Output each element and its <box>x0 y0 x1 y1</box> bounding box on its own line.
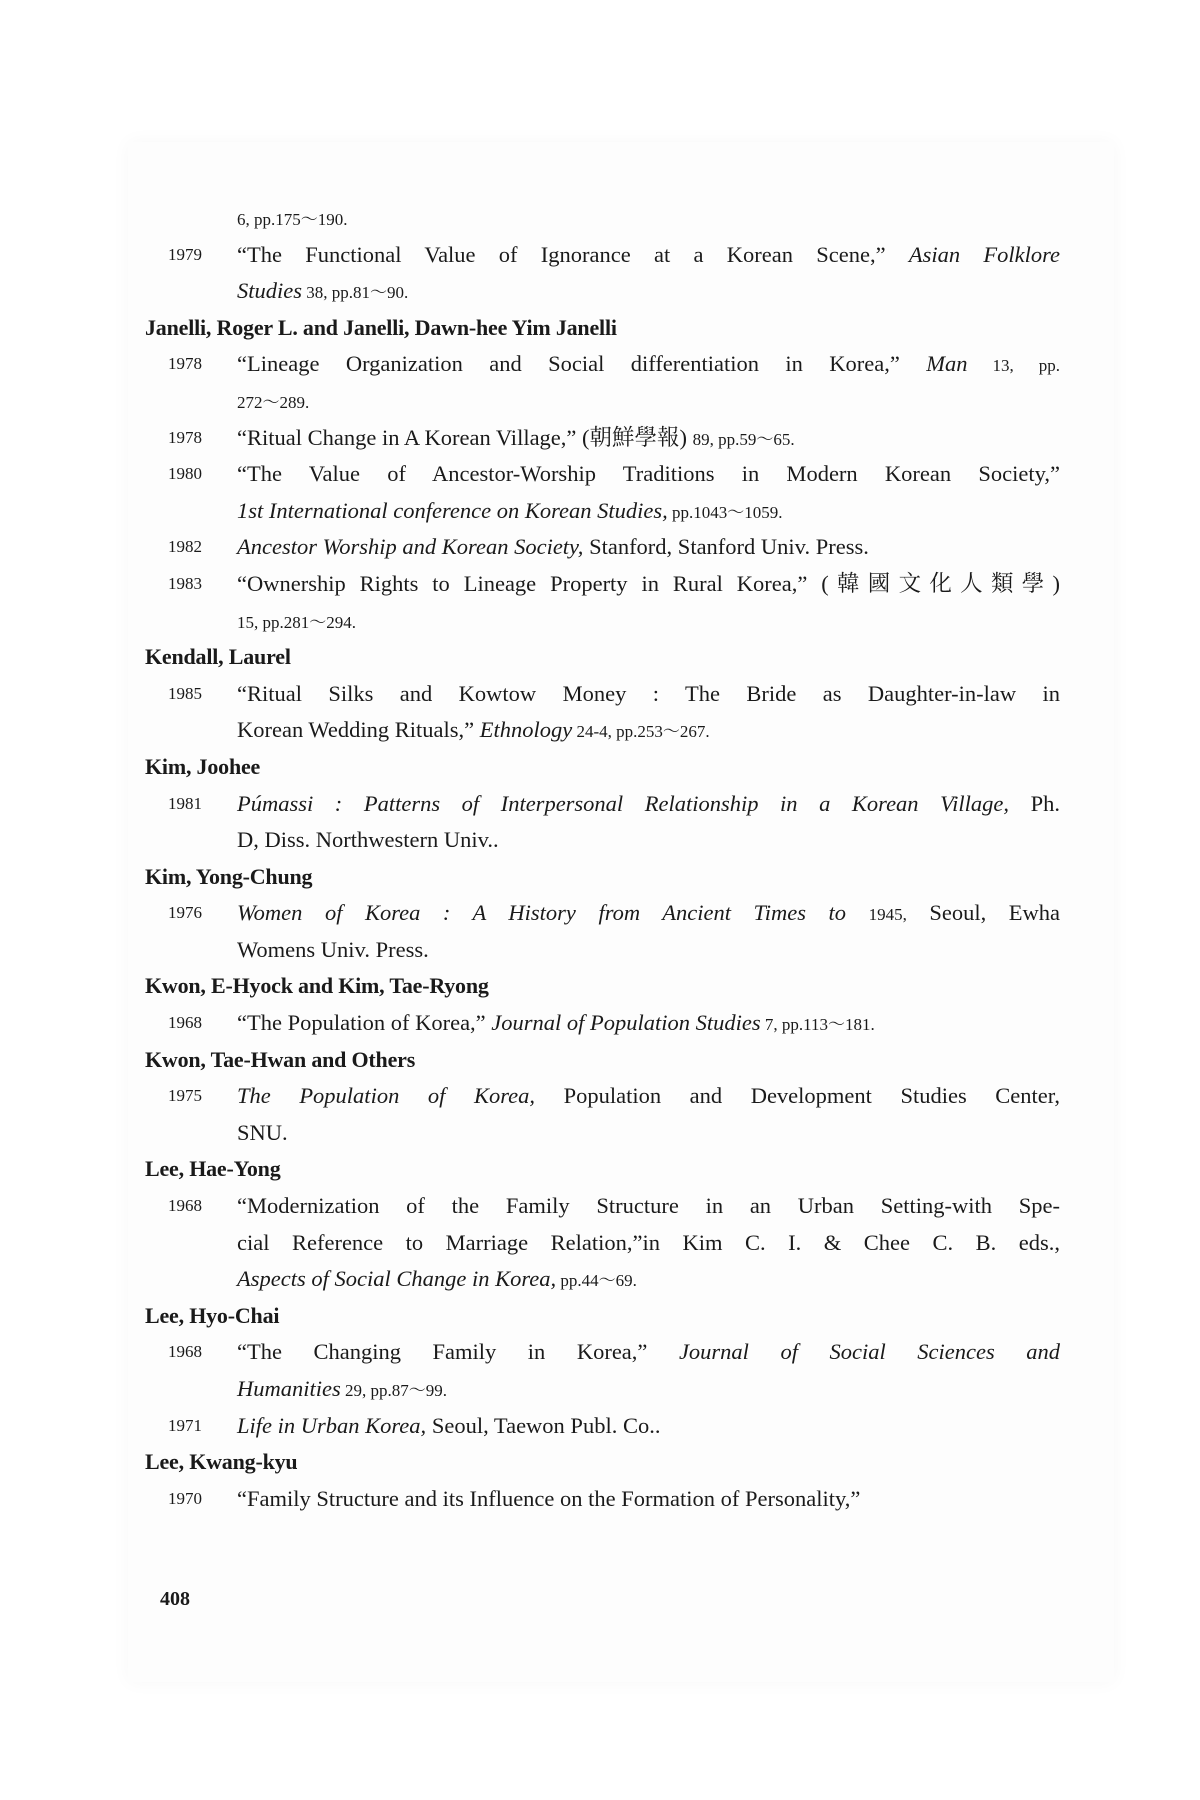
citation-segment: pp.1043～1059. <box>667 502 783 522</box>
bibliography-list <box>145 200 1060 1517</box>
publication-year: 1968 <box>168 1196 202 1216</box>
citation-segment: pp.44～69. <box>556 1271 637 1291</box>
reference-entry <box>145 1078 1060 1115</box>
citation-segment: Population and Development Studies Center, <box>535 1083 1060 1109</box>
reference-continuation <box>145 932 1060 969</box>
citation-text <box>237 1225 1060 1262</box>
citation-segment: 89, pp.59～65. <box>692 429 795 449</box>
citation-segment: 29, pp.87～99. <box>340 1381 447 1400</box>
citation-segment: 6, pp.175～190. <box>237 210 348 229</box>
citation-segment: “Lineage Organization and Social differentiation in Korea,” <box>237 351 927 377</box>
citation-segment: 1945, <box>868 905 907 925</box>
reference-continuation <box>145 822 1060 859</box>
citation-segment: Womens Univ. Press. <box>237 936 429 962</box>
reference-entry <box>145 237 1060 274</box>
publication-year: 1982 <box>168 537 202 557</box>
italic-title: Man <box>926 351 968 377</box>
reference-entry <box>145 456 1060 493</box>
reference-entry <box>145 1408 1060 1445</box>
publication-year: 1968 <box>168 1013 202 1033</box>
publication-year: 1980 <box>168 464 202 484</box>
citation-text <box>237 1481 1060 1518</box>
citation-text <box>237 1408 1060 1445</box>
citation-segment: Seoul, Taewon Publ. Co.. <box>426 1412 661 1438</box>
italic-title: Life in Urban Korea, <box>237 1412 427 1438</box>
citation-segment: 24-4, pp.253～267. <box>572 722 710 742</box>
author-heading: Kwon, E-Hyock and Kim, Tae-Ryong <box>145 973 489 999</box>
citation-segment: “The Value of Ancestor-Worship Traditions in Modern Korean Society,” <box>237 461 1060 487</box>
reference-continuation <box>145 493 1060 530</box>
citation-segment: Stanford, Stanford Univ. Press. <box>583 534 869 560</box>
citation-text <box>237 237 1060 274</box>
author-heading: Lee, Hae-Yong <box>145 1156 281 1182</box>
citation-segment: 38, pp.81～90. <box>302 283 409 303</box>
citation-text <box>237 383 1060 422</box>
reference-entry <box>145 895 1060 932</box>
citation-text <box>237 895 1060 934</box>
citation-text <box>237 529 1060 566</box>
citation-text <box>237 1078 1060 1115</box>
citation-text <box>237 822 1060 859</box>
reference-continuation <box>145 1261 1060 1298</box>
italic-title: The Population of Korea, <box>237 1083 535 1109</box>
citation-segment: “The Functional Value of Ignorance at a Korean Scene,” <box>237 241 909 267</box>
reference-continuation <box>145 603 1060 640</box>
author-heading: Kendall, Laurel <box>145 644 291 670</box>
italic-title: Aspects of Social Change in Korea, <box>237 1266 557 1292</box>
author-heading: Janelli, Roger L. and Janelli, Dawn-hee Yim Janelli <box>145 314 617 340</box>
citation-segment: “Ritual Change in A Korean Village,” (朝鮮學報) <box>237 424 693 450</box>
author-heading: Kim, Joohee <box>145 753 261 779</box>
author-heading: Lee, Hyo-Chai <box>145 1302 280 1328</box>
reference-continuation <box>145 1115 1060 1152</box>
publication-year: 1976 <box>168 903 202 923</box>
reference-entry <box>145 1481 1060 1518</box>
author-heading: Kim, Yong-Chung <box>145 863 313 889</box>
italic-title: Púmassi : Patterns of Interpersonal Relationship in a Korean Village, <box>237 790 1010 816</box>
italic-title: Journal of Population Studies <box>491 1010 761 1036</box>
citation-text <box>237 346 1060 385</box>
citation-text <box>237 1371 1060 1410</box>
citation-text <box>237 493 1060 532</box>
citation-segment: 7, pp.113～181. <box>760 1015 875 1035</box>
author-heading: Kwon, Tae-Hwan and Others <box>145 1046 416 1072</box>
citation-text <box>237 1261 1060 1300</box>
citation-text <box>237 1334 1060 1371</box>
publication-year: 1983 <box>168 573 202 593</box>
citation-segment: cial Reference to Marriage Relation,”in Kim C. I. & Chee C. B. eds., <box>237 1229 1060 1255</box>
italic-title: Women of Korea : A History from Ancient Times to <box>237 900 869 926</box>
reference-entry <box>145 566 1060 603</box>
citation-text <box>237 200 1060 239</box>
citation-segment: Seoul, Ewha <box>906 900 1060 926</box>
italic-title: Humanities <box>237 1376 341 1401</box>
reference-continuation <box>145 712 1060 749</box>
reference-continuation <box>145 383 1060 420</box>
citation-segment: SNU. <box>237 1119 288 1145</box>
citation-text <box>237 1115 1060 1152</box>
citation-segment: “The Changing Family in Korea,” <box>237 1339 679 1365</box>
reference-entry <box>145 786 1060 823</box>
publication-year: 1978 <box>168 354 202 374</box>
italic-title: Ethnology <box>479 717 573 743</box>
citation-text <box>237 603 1060 642</box>
reference-continuation <box>145 1225 1060 1262</box>
citation-text <box>237 1188 1060 1225</box>
citation-text <box>237 273 1060 312</box>
reference-entry <box>145 346 1060 383</box>
citation-segment: “Modernization of the Family Structure in an Urban Setting-with Spe- <box>237 1193 1060 1219</box>
reference-entry <box>145 529 1060 566</box>
citation-segment: “Ritual Silks and Kowtow Money : The Bride as Daughter-in-law in <box>237 680 1060 706</box>
italic-title: Journal of Social Sciences and <box>678 1339 1060 1365</box>
citation-segment: D, Diss. Northwestern Univ.. <box>237 827 499 853</box>
citation-text <box>237 566 1060 603</box>
reference-continuation <box>145 273 1060 310</box>
reference-entry <box>145 1188 1060 1225</box>
citation-text <box>237 420 1060 459</box>
publication-year: 1981 <box>168 793 202 813</box>
reference-entry <box>145 676 1060 713</box>
publication-year: 1979 <box>168 244 202 264</box>
publication-year: 1970 <box>168 1488 202 1508</box>
citation-text <box>237 712 1060 751</box>
publication-year: 1971 <box>168 1415 202 1435</box>
reference-entry <box>145 1005 1060 1042</box>
citation-segment: “Ownership Rights to Lineage Property in Rural Korea,” (韓國文化人類學) <box>237 570 1060 596</box>
citation-segment: 272～289. <box>237 392 310 412</box>
citation-text <box>237 786 1060 823</box>
citation-text <box>237 456 1060 493</box>
publication-year: 1978 <box>168 427 202 447</box>
citation-segment: 13, pp. <box>967 356 1060 376</box>
citation-text <box>237 932 1060 969</box>
italic-title: 1st International conference on Korean Studies, <box>237 497 668 523</box>
page-number: 408 <box>160 1588 190 1610</box>
publication-year: 1985 <box>168 683 202 703</box>
citation-segment: 15, pp.281～294. <box>237 612 356 632</box>
italic-title: Studies <box>237 278 302 304</box>
italic-title: Ancestor Worship and Korean Society, <box>237 534 584 560</box>
reference-continuation <box>145 200 1060 237</box>
citation-text <box>237 1005 1060 1044</box>
citation-text <box>237 676 1060 713</box>
reference-entry <box>145 420 1060 457</box>
publication-year: 1975 <box>168 1086 202 1106</box>
publication-year: 1968 <box>168 1342 202 1362</box>
citation-segment: Korean Wedding Rituals,” <box>237 717 480 743</box>
citation-segment: “The Population of Korea,” <box>237 1010 492 1036</box>
reference-continuation <box>145 1371 1060 1408</box>
italic-title: Asian Folklore <box>908 241 1060 267</box>
reference-entry <box>145 1334 1060 1371</box>
citation-segment: Ph. <box>1009 790 1060 816</box>
author-heading: Lee, Kwang-kyu <box>145 1449 298 1475</box>
citation-segment: “Family Structure and its Influence on the Formation of Personality,” <box>237 1485 861 1511</box>
